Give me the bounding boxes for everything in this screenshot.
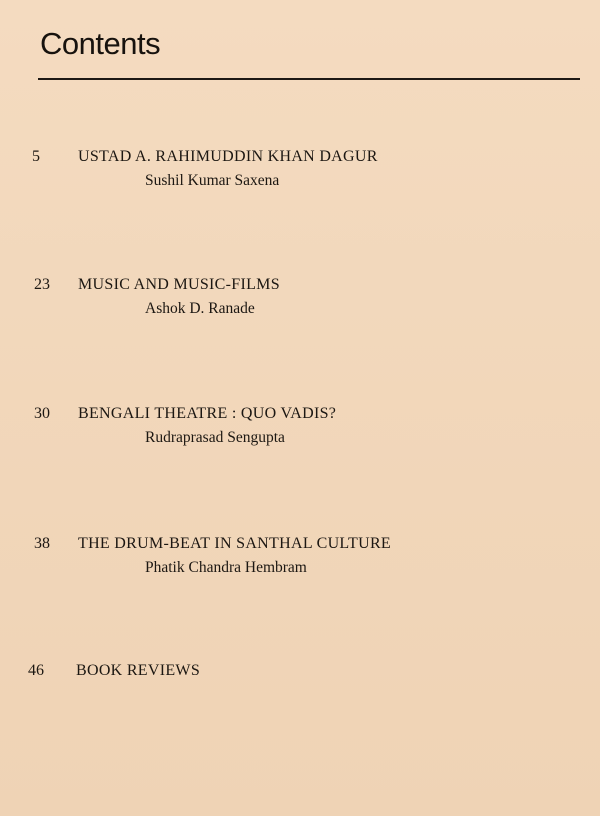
toc-page-number: 5 — [32, 148, 40, 165]
toc-article-title: USTAD A. RAHIMUDDIN KHAN DAGUR — [78, 148, 378, 165]
toc-author: Ashok D. Ranade — [145, 300, 255, 317]
toc-author: Rudraprasad Sengupta — [145, 429, 285, 446]
title-rule — [38, 78, 580, 80]
toc-article-title: THE DRUM-BEAT IN SANTHAL CULTURE — [78, 535, 392, 552]
toc-page-number: 46 — [28, 662, 44, 679]
toc-page-number: 23 — [34, 276, 50, 293]
toc-author: Sushil Kumar Saxena — [145, 172, 280, 189]
toc-author: Phatik Chandra Hembram — [145, 559, 307, 576]
toc-page-number: 38 — [34, 535, 50, 552]
toc-article-title: BOOK REVIEWS — [76, 662, 201, 679]
toc-page-number: 30 — [34, 405, 50, 422]
page-title: Contents — [40, 26, 161, 61]
toc-article-title: MUSIC AND MUSIC-FILMS — [78, 276, 280, 293]
toc-article-title: BENGALI THEATRE : QUO VADIS? — [78, 405, 337, 422]
